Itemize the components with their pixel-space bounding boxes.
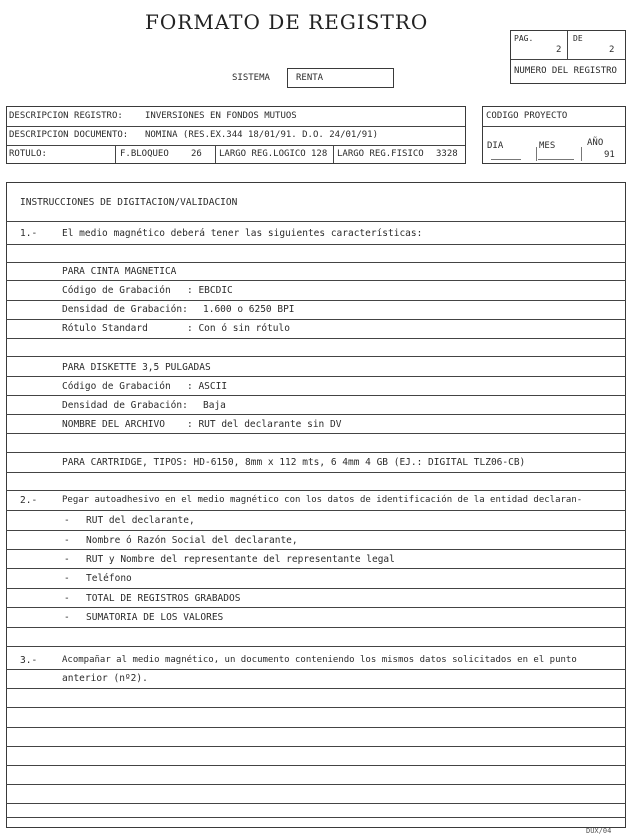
bullet-item: RUT del declarante, bbox=[86, 515, 195, 526]
disk-densidad-label: Densidad de Grabación: bbox=[62, 400, 188, 411]
codigo-proyecto-label: CODIGO PROYECTO bbox=[486, 111, 568, 121]
rule-line bbox=[6, 280, 626, 281]
item-3-number: 3.- bbox=[20, 655, 38, 666]
anio-value: 91 bbox=[604, 150, 615, 160]
rule-line bbox=[6, 549, 626, 550]
pag-label: PAG. bbox=[514, 34, 534, 43]
rule-line bbox=[6, 784, 626, 785]
rule-line bbox=[6, 395, 626, 396]
divider bbox=[115, 145, 116, 163]
cinta-rotulo-label: Rótulo Standard bbox=[62, 323, 148, 334]
rule-line bbox=[6, 817, 626, 818]
divider bbox=[333, 145, 334, 163]
diskette-header: PARA DISKETTE 3,5 PULGADAS bbox=[62, 362, 211, 373]
divider bbox=[215, 145, 216, 163]
divider bbox=[536, 147, 537, 161]
dia-underline bbox=[491, 159, 521, 160]
rule-line bbox=[6, 376, 626, 377]
rule-line bbox=[6, 568, 626, 569]
cinta-codigo-value: : EBCDIC bbox=[187, 285, 233, 296]
rule-line bbox=[6, 707, 626, 708]
divider bbox=[7, 126, 465, 127]
registro-info-box bbox=[6, 106, 466, 164]
rule-line bbox=[6, 646, 626, 647]
disk-nombre-label: NOMBRE DEL ARCHIVO bbox=[62, 419, 165, 430]
bullet-dash: - bbox=[64, 573, 70, 584]
f-bloqueo-value: 26 bbox=[191, 149, 202, 159]
divider bbox=[511, 59, 625, 60]
dia-label: DIA bbox=[487, 141, 504, 151]
codigo-proyecto-box bbox=[482, 106, 626, 164]
disk-densidad-value: Baja bbox=[203, 400, 226, 411]
rule-line bbox=[6, 765, 626, 766]
desc-documento-label: DESCRIPCION DOCUMENTO: bbox=[9, 130, 129, 140]
cinta-codigo-label: Código de Grabación bbox=[62, 285, 171, 296]
item-1-number: 1.- bbox=[20, 228, 38, 239]
numero-registro-label: NUMERO DEL REGISTRO bbox=[514, 66, 617, 76]
rule-line bbox=[6, 627, 626, 628]
cinta-rotulo-value: : Con ó sin rótulo bbox=[187, 323, 290, 334]
disk-nombre-value: : RUT del declarante sin DV bbox=[187, 419, 342, 430]
de-label: DE bbox=[573, 34, 583, 43]
f-bloqueo-label: F.BLOQUEO bbox=[120, 149, 169, 159]
rule-line bbox=[6, 510, 626, 511]
divider bbox=[567, 31, 568, 59]
rotulo-label: ROTULO: bbox=[9, 149, 47, 159]
rule-line bbox=[6, 746, 626, 747]
bullet-dash: - bbox=[64, 554, 70, 565]
sistema-field bbox=[287, 68, 394, 88]
sistema-value: RENTA bbox=[296, 73, 324, 83]
cartridge-text: PARA CARTRIDGE, TIPOS: HD-6150, 8mm x 112 mts, 6 4mm 4 GB (EJ.: DIGITAL TLZ06-CB) bbox=[62, 457, 526, 468]
page-number-box bbox=[510, 30, 626, 84]
rule-line bbox=[6, 472, 626, 473]
largo-logico-label: LARGO REG.LOGICO bbox=[219, 149, 306, 159]
desc-registro-value: INVERSIONES EN FONDOS MUTUOS bbox=[145, 111, 297, 121]
item-3-text-continued: anterior (nº2). bbox=[62, 673, 148, 684]
rule-line bbox=[6, 727, 626, 728]
largo-logico-value: 128 bbox=[311, 149, 328, 159]
bullet-item: Teléfono bbox=[86, 573, 132, 584]
rule-line bbox=[6, 221, 626, 222]
disk-codigo-label: Código de Grabación bbox=[62, 381, 171, 392]
rule-line bbox=[6, 338, 626, 339]
rule-line bbox=[6, 607, 626, 608]
item-2-number: 2.- bbox=[20, 495, 38, 506]
instructions-heading: INSTRUCCIONES DE DIGITACION/VALIDACION bbox=[20, 197, 238, 208]
desc-documento-value: NOMINA (RES.EX.344 18/01/91. D.O. 24/01/91) bbox=[145, 130, 378, 140]
rule-line bbox=[6, 433, 626, 434]
rule-line bbox=[6, 319, 626, 320]
de-value: 2 bbox=[609, 45, 615, 55]
item-3-text: Acompañar al medio magnético, un documento conteniendo los mismos datos solicitados en el punto bbox=[62, 655, 577, 665]
rule-line bbox=[6, 244, 626, 245]
bullet-item: RUT y Nombre del representante del representante legal bbox=[86, 554, 395, 565]
rule-line bbox=[6, 803, 626, 804]
rule-line bbox=[6, 452, 626, 453]
bullet-dash: - bbox=[64, 593, 70, 604]
anio-label: AÑO bbox=[587, 138, 604, 148]
mes-underline bbox=[538, 159, 574, 160]
disk-codigo-value: : ASCII bbox=[187, 381, 228, 392]
bullet-item: TOTAL DE REGISTROS GRABADOS bbox=[86, 593, 241, 604]
footer-mark: DUX/04 bbox=[586, 827, 612, 835]
rule-line bbox=[6, 414, 626, 415]
rule-line bbox=[6, 356, 626, 357]
rule-line bbox=[6, 530, 626, 531]
rule-line bbox=[6, 688, 626, 689]
mes-label: MES bbox=[539, 141, 556, 151]
bullet-dash: - bbox=[64, 535, 70, 546]
item-1-text: El medio magnético deberá tener las siguientes características: bbox=[62, 228, 423, 239]
instructions-form bbox=[6, 182, 626, 828]
cinta-densidad-value: 1.600 o 6250 BPI bbox=[203, 304, 295, 315]
rule-line bbox=[6, 490, 626, 491]
bullet-item: Nombre ó Razón Social del declarante, bbox=[86, 535, 298, 546]
bullet-dash: - bbox=[64, 515, 70, 526]
item-2-text: Pegar autoadhesivo en el medio magnético con los datos de identificación de la entidad declaran- bbox=[62, 495, 583, 505]
rule-line bbox=[6, 669, 626, 670]
rule-line bbox=[6, 588, 626, 589]
rule-line bbox=[6, 262, 626, 263]
largo-fisico-value: 3328 bbox=[436, 149, 458, 159]
pag-value: 2 bbox=[556, 45, 562, 55]
largo-fisico-label: LARGO REG.FISICO bbox=[337, 149, 424, 159]
bullet-dash: - bbox=[64, 612, 70, 623]
divider bbox=[483, 126, 625, 127]
cinta-densidad-label: Densidad de Grabación: bbox=[62, 304, 188, 315]
sistema-label: SISTEMA bbox=[232, 73, 270, 83]
cinta-header: PARA CINTA MAGNETICA bbox=[62, 266, 177, 277]
divider bbox=[581, 147, 582, 161]
desc-registro-label: DESCRIPCION REGISTRO: bbox=[9, 111, 123, 121]
bullet-item: SUMATORIA DE LOS VALORES bbox=[86, 612, 224, 623]
rule-line bbox=[6, 300, 626, 301]
page-title: FORMATO DE REGISTRO bbox=[145, 10, 429, 34]
divider bbox=[7, 145, 465, 146]
